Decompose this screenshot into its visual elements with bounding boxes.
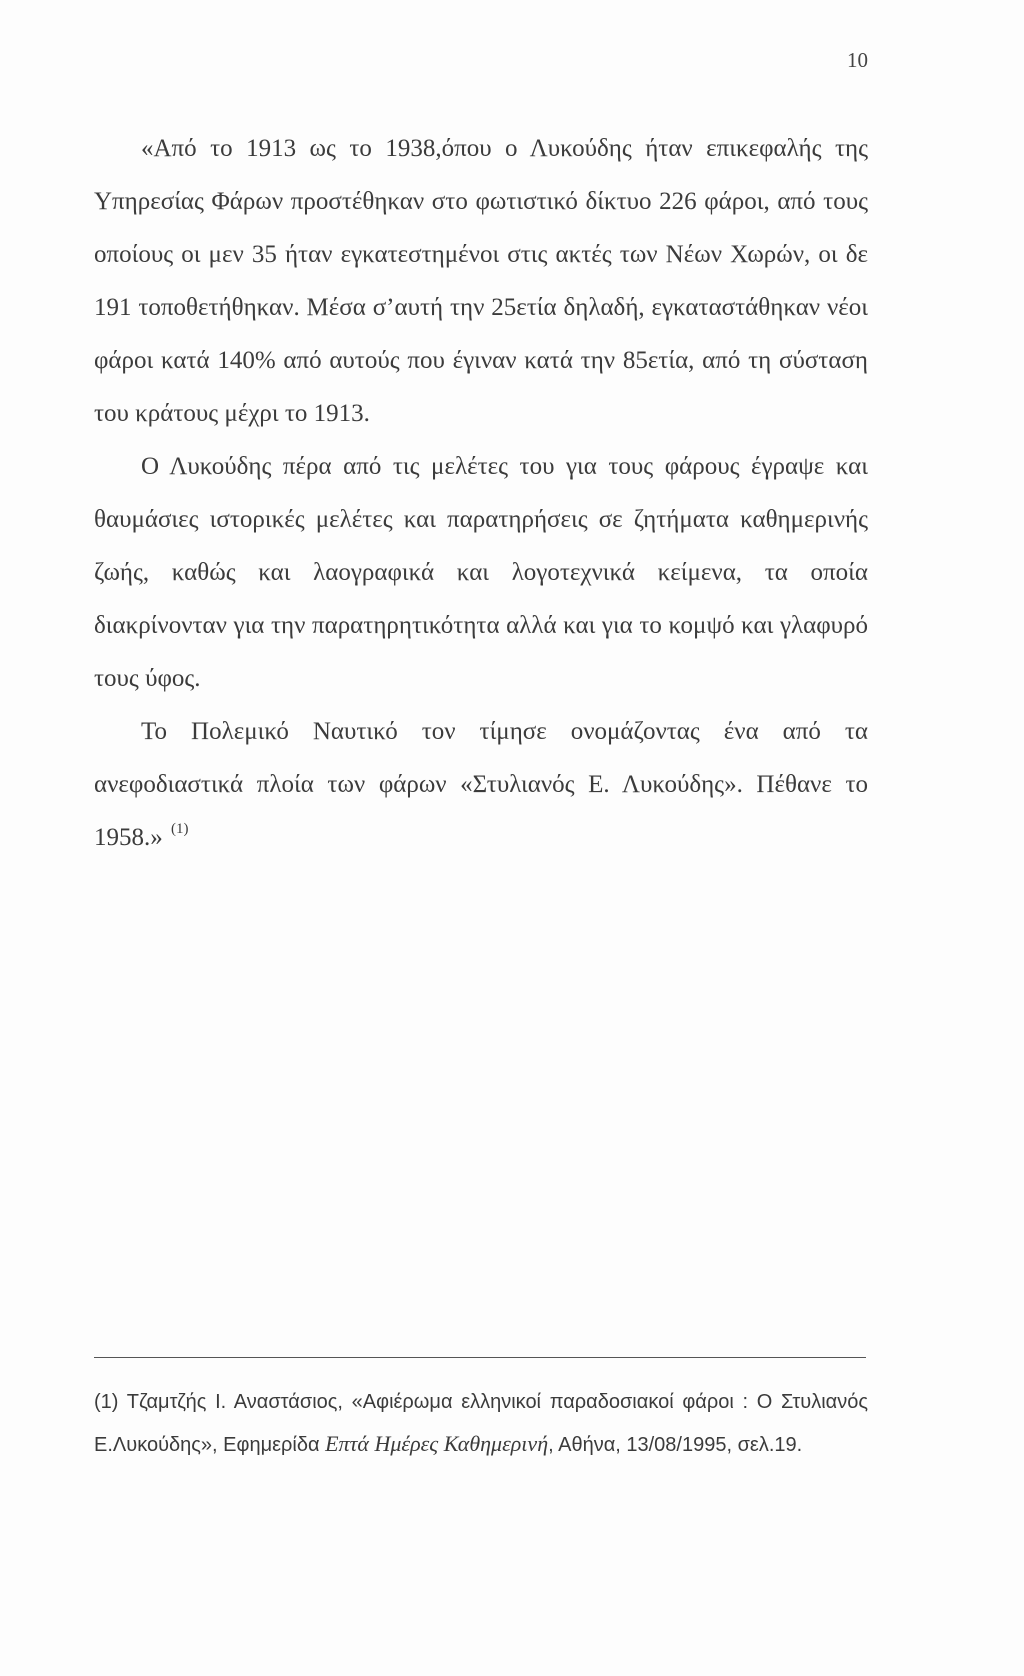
paragraph-3-text: Το Πολεμικό Ναυτικό τον τίμησε ονομάζοντας ένα από τα ανεφοδιαστικά πλοία των φάρων «Στυλιανός Ε. Λυκούδης». Πέθανε το 1958.» [94, 718, 868, 851]
footnote [94, 1382, 868, 1466]
footnote-separator [94, 1357, 866, 1358]
paragraph-2-text: Ο Λυκούδης πέρα από τις μελέτες του για τους φάρους έγραψε και θαυμάσιες ιστορικές μελέτες και παρατηρήσεις σε ζητήματα καθημερινής ζωής, καθώς και λαογραφικά και λογοτεχνικά κείμενα, τα οποία διακρίνονταν για την παρατηρητικότητα αλλά και για το κομψό και γλαφυρό τους ύφος. [94, 453, 868, 692]
page-number: 10 [847, 48, 868, 72]
paragraph-1 [94, 122, 868, 440]
footnote-publication: Επτά Ημέρες Καθημερινή [325, 1431, 549, 1456]
main-text [94, 122, 868, 864]
footnote-reference: (1) [171, 821, 189, 837]
footnote-marker: (1) [94, 1391, 119, 1413]
paragraph-3 [94, 705, 868, 864]
footnote-text-before: Τζαμτζής Ι. Αναστάσιος, «Αφιέρωμα ελληνικοί παραδοσιακοί φάροι : Ο Στυλιανός Ε.Λυκούδης», Εφημερίδα [94, 1391, 868, 1456]
paragraph-1-text: «Από το 1913 ως το 1938,όπου ο Λυκούδης ήταν επικεφαλής της Υπηρεσίας Φάρων προστέθηκαν στο φωτιστικό δίκτυο 226 φάροι, από τους οποίους οι μεν 35 ήταν εγκατεστημένοι στις ακτές των Νέων Χωρών, οι δε 191 τοποθετήθηκαν. Μέσα σ’αυτή την 25ετία δηλαδή, εγκαταστάθηκαν νέοι φάροι κατά 140% από αυτούς που έγιναν κατά την 85ετία, από τη σύσταση του κράτους μέχρι το 1913. [94, 135, 868, 427]
footnote-text-after: , Αθήνα, 13/08/1995, σελ.19. [548, 1434, 803, 1456]
paragraph-2 [94, 440, 868, 705]
